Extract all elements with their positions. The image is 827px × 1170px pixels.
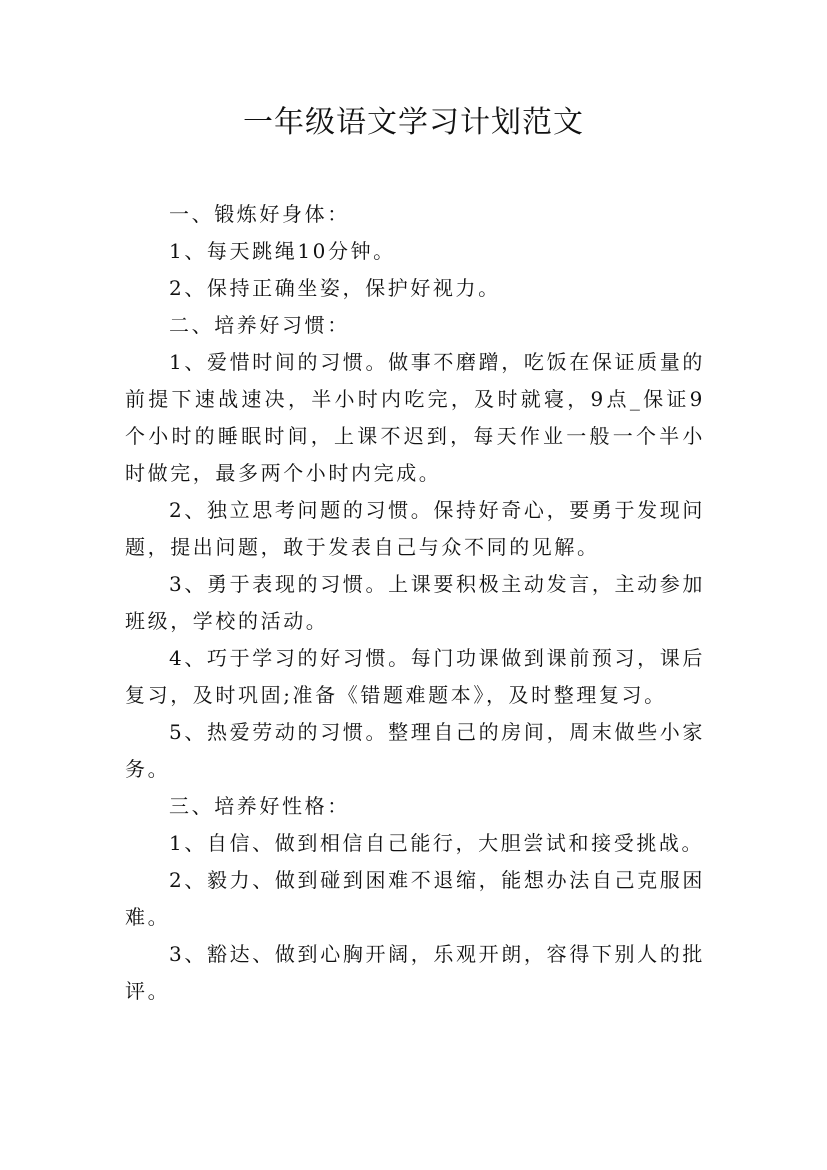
list-item: 3、勇于表现的习惯。上课要积极主动发言，主动参加班级，学校的活动。 [125,572,705,633]
list-item: 5、热爱劳动的习惯。整理自己的房间，周末做些小家务。 [125,720,705,781]
list-item: 1、每天跳绳10分钟。 [169,239,396,263]
list-item: 2、独立思考问题的习惯。保持好奇心，要勇于发现问题，提出问题，敢于发表自己与众不同的见解。 [125,498,705,559]
list-item: 1、爱惜时间的习惯。做事不磨蹭，吃饭在保证质量的前提下速战速决，半小时内吃完，及时就寝，9点_保证9个小时的睡眠时间，上课不迟到，每天作业一般一个半小时做完，最多两个小时内完成。 [125,350,705,485]
section-heading-habits: 二、培养好习惯： [169,313,350,337]
document-body [125,196,705,1010]
section-heading-character: 三、培养好性格： [169,794,350,818]
list-item: 1、自信、做到相信自己能行，大胆尝试和接受挑战。 [169,831,705,855]
list-item: 2、毅力、做到碰到困难不退缩，能想办法自己克服困难。 [125,868,705,929]
section-heading-physical: 一、锻炼好身体： [169,202,350,226]
list-item: 2、保持正确坐姿，保护好视力。 [169,276,501,300]
list-item: 4、巧于学习的好习惯。每门功课做到课前预习，课后复习，及时巩固;准备《错题难题本》，及时整理复习。 [125,646,705,707]
document-title: 一年级语文学习计划范文 [243,105,584,140]
list-item: 3、豁达、做到心胸开阔，乐观开朗，容得下别人的批评。 [125,942,705,1003]
